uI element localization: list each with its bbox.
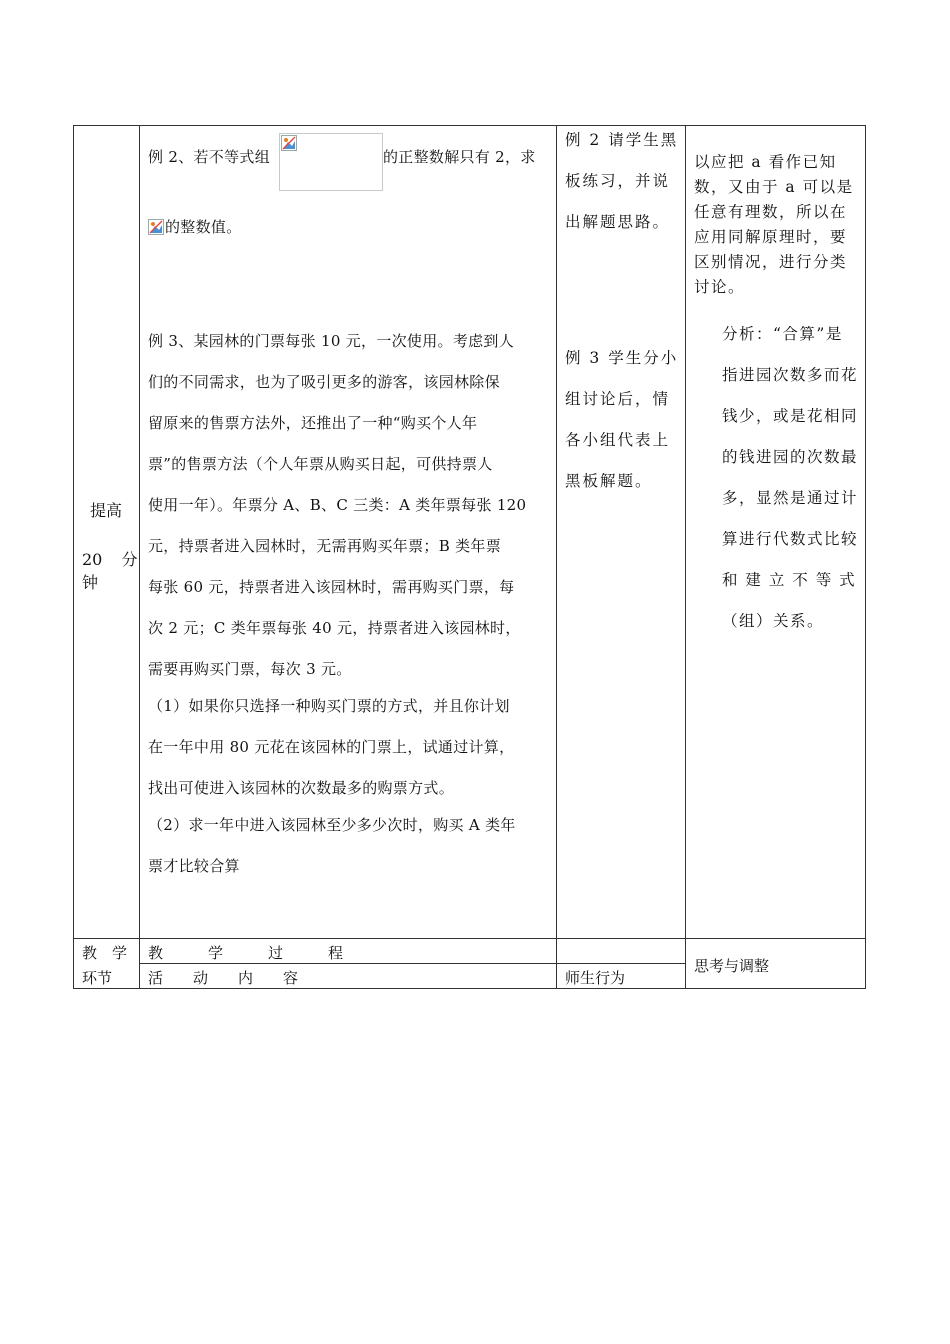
- question-2-line: （2）求一年中进入该园林至少多少次时，购买 A 类年: [148, 816, 516, 834]
- divider-stage: [139, 125, 140, 989]
- behavior-example-2-line: 板练习，并说: [565, 172, 671, 190]
- notes-line: 任意有理数，所以在: [694, 203, 848, 221]
- analysis-line: （组）关系。: [722, 612, 825, 630]
- example-3-line: 使用一年）。年票分 A、B、C 三类：A 类年票每张 120: [148, 496, 527, 514]
- header-stage-label: 教 学: [82, 944, 128, 962]
- behavior-example-3-line: 例 3 学生分小: [565, 349, 679, 367]
- question-1-line: （1）如果你只选择一种购买门票的方式，并且你计划: [148, 697, 510, 715]
- behavior-example-2-line: 例 2 请学生黑: [565, 131, 679, 149]
- behavior-example-2-line: 出解题思路。: [565, 213, 671, 231]
- example-2-text-a: 例 2、若不等式组: [148, 148, 271, 166]
- analysis-line: 和 建 立 不 等 式: [722, 571, 857, 589]
- example-3-line: 需要再购买门票，每次 3 元。: [148, 660, 352, 678]
- example-2-text-b: 的正整数解只有 2，求: [383, 148, 536, 166]
- header-notes-label: 思考与调整: [694, 957, 770, 975]
- header-behavior-label: 师生行为: [565, 969, 626, 987]
- question-1-line: 在一年中用 80 元花在该园林的门票上，试通过计算，: [148, 738, 515, 756]
- behavior-example-3-line: 各小组代表上: [565, 431, 671, 449]
- example-3-line: 留原来的售票方法外，还推出了一种“购买个人年: [148, 414, 478, 432]
- example-3-line: 们的不同需求，也为了吸引更多的游客，该园林除保: [148, 373, 500, 391]
- behavior-example-3-line: 组讨论后，情: [565, 390, 671, 408]
- notes-line: 应用同解原理时，要: [694, 228, 848, 246]
- analysis-line: 算进行代数式比较: [722, 530, 859, 548]
- divider-activity: [556, 125, 557, 989]
- question-1-line: 找出可使进入该园林的次数最多的购票方式。: [148, 779, 455, 797]
- analysis-line: 指进园次数多而花: [722, 366, 859, 384]
- behavior-example-3-line: 黑板解题。: [565, 472, 653, 490]
- image-placeholder-icon: [148, 219, 164, 235]
- example-3-line: 次 2 元；C 类年票每张 40 元，持票者进入该园林时，: [148, 619, 521, 637]
- notes-line: 区别情况，进行分类: [694, 253, 848, 271]
- header-process-label: 教 学 过 程: [148, 944, 344, 962]
- notes-line: 讨论。: [694, 278, 746, 296]
- stage-label: 提高: [90, 501, 123, 520]
- stage-unit: 钟: [82, 573, 99, 592]
- example-3-line: 元，持票者进入园林时，无需再购买年票；B 类年票: [148, 537, 501, 555]
- example-3-line: 每张 60 元，持票者进入该园林时，需再购买门票，每: [148, 578, 515, 596]
- analysis-line: 钱少，或是花相同: [722, 407, 859, 425]
- header-stage-label-2: 环节: [82, 969, 113, 987]
- divider-header-top: [73, 938, 866, 939]
- notes-line: 数，又由于 a 可以是: [694, 178, 854, 196]
- question-2-line: 票才比较合算: [148, 857, 240, 875]
- example-2-text-c: 的整数值。: [165, 218, 242, 236]
- stage-duration: 20 分: [82, 550, 138, 569]
- example-3-line: 例 3、某园林的门票每张 10 元，一次使用。考虑到人: [148, 332, 515, 350]
- divider-behavior: [685, 125, 686, 989]
- header-activity-label: 活 动 内 容: [148, 969, 299, 987]
- example-3-line: 票”的售票方法（个人年票从购买日起，可供持票人: [148, 455, 493, 473]
- notes-line: 以应把 a 看作已知: [694, 153, 837, 171]
- analysis-line: 的钱进园的次数最: [722, 448, 859, 466]
- image-placeholder-icon: [281, 135, 297, 151]
- divider-header-mid: [139, 963, 685, 964]
- analysis-line: 分析：“合算”是: [722, 325, 843, 343]
- analysis-line: 多，显然是通过计: [722, 489, 859, 507]
